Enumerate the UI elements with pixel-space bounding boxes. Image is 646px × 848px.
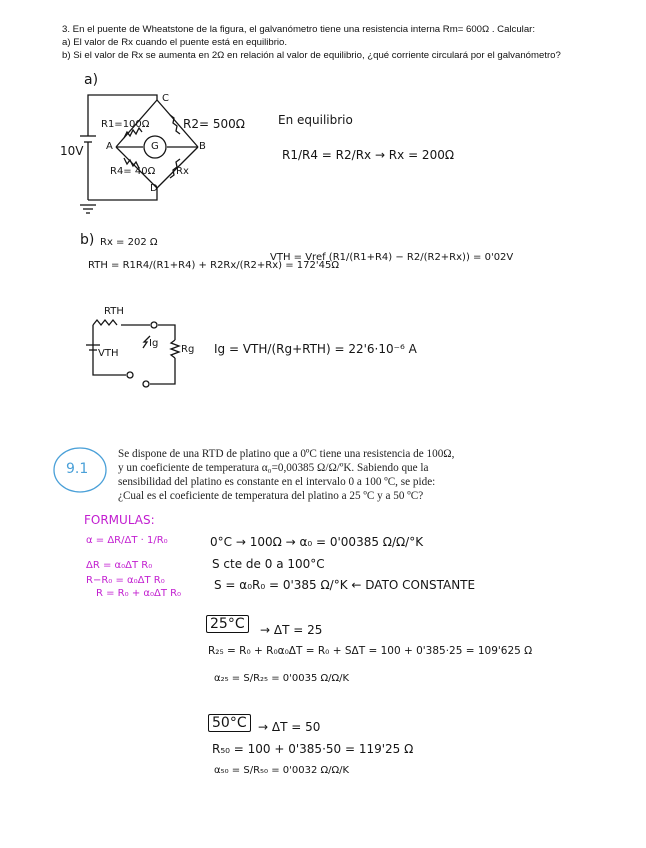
temp-25-delta: → ΔT = 25 xyxy=(260,623,323,637)
solution-line3: S = α₀R₀ = 0'385 Ω/°K ← DATO CONSTANTE xyxy=(214,578,476,592)
rx-value: Rx = 202 Ω xyxy=(100,237,158,248)
problem91-line1: Se dispone de una RTD de platino que a 0ºC tiene una resistencia de 100Ω, xyxy=(118,448,455,460)
r1-label: R1=100Ω xyxy=(101,119,150,130)
equilibrium-title: En equilibrio xyxy=(278,113,353,127)
r4-label: R4= 40Ω xyxy=(110,166,156,177)
r50-formula: R₅₀ = 100 + 0'385·50 = 119'25 Ω xyxy=(212,742,414,756)
temp-25-box: 25°C xyxy=(206,615,249,633)
problem91-line3: sensibilidad del platino es constante en el intervalo 0 a 100 ºC, se pide: xyxy=(118,476,436,488)
galvanometer-icon: G xyxy=(151,141,159,152)
alpha50-formula: α₅₀ = S/R₅₀ = 0'0032 Ω/Ω/K xyxy=(214,765,350,776)
temp-50-box: 50°C xyxy=(208,714,251,732)
formulas-title: FORMULAS: xyxy=(84,513,155,527)
formula-r-minus-r0: R−R₀ = α₀ΔT R₀ xyxy=(86,575,165,586)
problem3-line3: b) Si el valor de Rx se aumenta en 2Ω en relación al valor de equilibrio, ¿qué corriente circulará por el galvanómetro? xyxy=(62,50,561,61)
circuit-vth-label: VTH xyxy=(98,348,119,359)
alpha25-formula: α₂₅ = S/R₂₅ = 0'0035 Ω/Ω/K xyxy=(214,673,350,684)
node-d-label: D xyxy=(150,183,158,194)
problem3-line1: 3. En el puente de Wheatstone de la figura, el galvanómetro tiene una resistencia interna Rm= 600Ω . Calcular: xyxy=(62,24,536,35)
formula-r: R = R₀ + α₀ΔT R₀ xyxy=(96,588,182,599)
node-a-label: A xyxy=(106,141,113,152)
circuit-rth-label: RTH xyxy=(104,306,124,317)
node-b-label: B xyxy=(199,141,206,152)
circuit-rg-label: Rg xyxy=(181,344,195,355)
problem91-line2: y un coeficiente de temperatura α₀=0,00385 Ω/Ω/ºK. Sabiendo que la xyxy=(118,462,429,474)
problem-number-badge: 9.1 xyxy=(66,461,89,477)
rth-formula: RTH = R1R4/(R1+R4) + R2Rx/(R2+Rx) = 172'45Ω xyxy=(88,260,339,271)
equilibrium-formula: R1/R4 = R2/Rx → Rx = 200Ω xyxy=(282,148,455,162)
problem3-line2: a) El valor de Rx cuando el puente está en equilibrio. xyxy=(62,37,288,48)
rx-label: Rx xyxy=(176,166,189,177)
part-a-label: a) xyxy=(84,72,99,88)
circuit-ig-label: Ig xyxy=(149,338,159,349)
node-c-label: C xyxy=(162,93,169,104)
part-b-label: b) xyxy=(80,232,95,248)
temp-50-delta: → ΔT = 50 xyxy=(258,720,321,734)
solution-line2: S cte de 0 a 100°C xyxy=(212,557,325,571)
formula-alpha: α = ΔR/ΔT · 1/R₀ xyxy=(86,535,168,546)
r2-label: R2= 500Ω xyxy=(183,117,245,131)
r25-formula: R₂₅ = R₀ + R₀α₀ΔT = R₀ + SΔT = 100 + 0'385·25 = 109'625 Ω xyxy=(208,645,533,657)
formula-delta-r: ΔR = α₀ΔT R₀ xyxy=(86,560,153,571)
source-label: 10V xyxy=(60,144,84,158)
vth-formula: VTH = Vref (R1/(R1+R4) − R2/(R2+Rx)) = 0'02V xyxy=(270,252,514,263)
ig-formula: Ig = VTH/(Rg+RTH) = 22'6·10⁻⁶ A xyxy=(214,342,417,356)
problem91-line4: ¿Cual es el coeficiente de temperatura del platino a 25 ºC y a 50 ºC? xyxy=(118,490,424,502)
solution-line1: 0°C → 100Ω → α₀ = 0'00385 Ω/Ω/°K xyxy=(210,535,424,549)
